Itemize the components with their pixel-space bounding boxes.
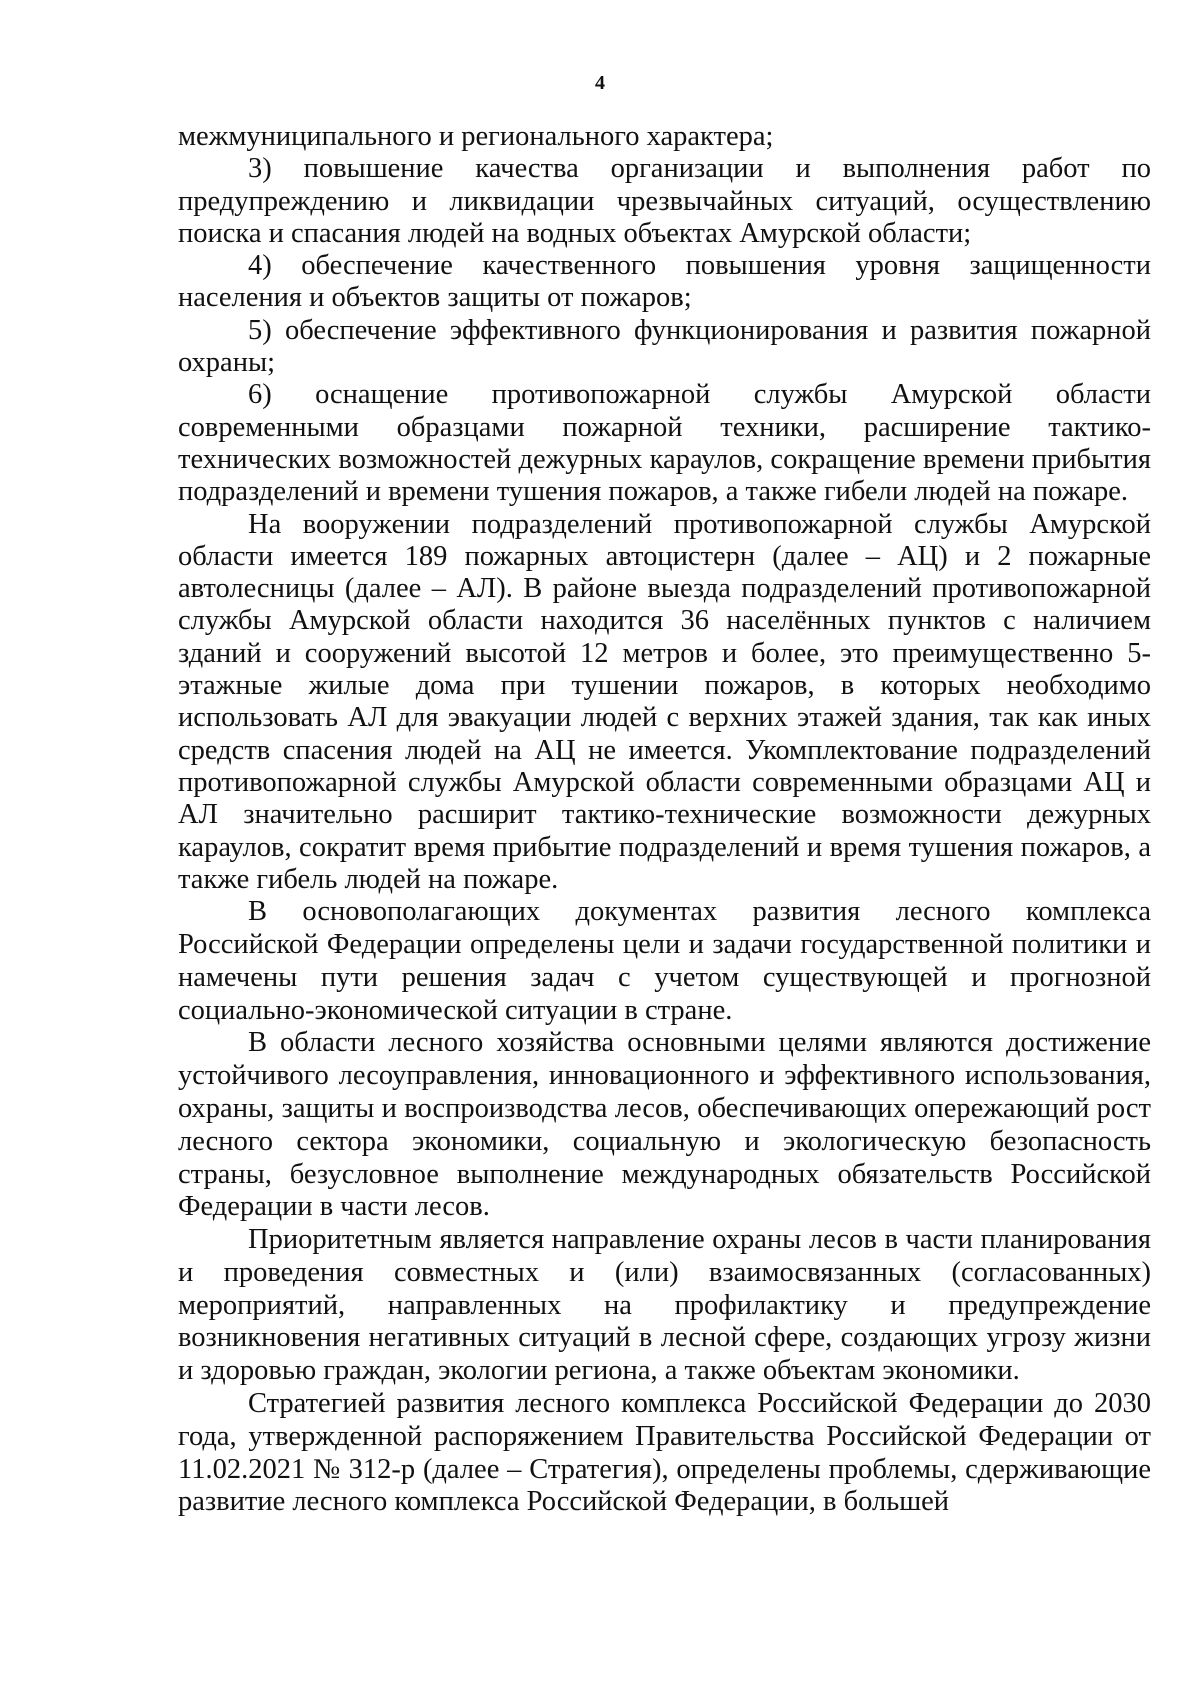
paragraph-item-3: 3) повышение качества организации и выполнения работ по предупреждению и ликвидации чрезвычайных ситуаций, осуществлению поиска и спасания людей на водных объектах Амурской области; <box>178 153 1151 249</box>
paragraph-continuation: межмуниципального и регионального характера; <box>178 121 774 152</box>
page-number: 4 <box>595 72 605 94</box>
paragraph-item-6: 6) оснащение противопожарной службы Амурской области современными образцами пожарной техники, расширение тактико-технических возможностей дежурных караулов, сокращение времени прибытия подразделений и времени тушения пожаров, а также гибели людей на пожаре. <box>178 379 1151 508</box>
paragraph-strategy: Стратегией развития лесного комплекса Российской Федерации до 2030 года, утвержденной распоряжением Правительства Российской Федерации от 11.02.2021 № 312-р (далее – Стратегия), определены проблемы, сдерживающие развитие лесного комплекса Российской Федерации, в большей <box>178 1388 1151 1518</box>
paragraph-forest-policy: В основополагающих документах развития лесного комплекса Российской Федерации определены цели и задачи государственной политики и намечены пути решения задач с учетом существующей и прогнозной социально-экономической ситуации в стране. <box>178 896 1151 1026</box>
paragraph-fire-equipment: На вооружении подразделений противопожарной службы Амурской области имеется 189 пожарных автоцистерн (далее – АЦ) и 2 пожарные автолесницы (далее – АЛ). В районе выезда подразделений противопожарной службы Амурской области находится 36 населённых пунктов с наличием зданий и сооружений высотой 12 метров и более, это преимущественно 5-этажные жилые дома при тушении пожаров, в которых необходимо использовать АЛ для эвакуации людей с верхних этажей здания, так как иных средств спасения людей на АЦ не имеется. Укомплектование подразделений противопожарной службы Амурской области современными образцами АЦ и АЛ значительно расширит тактико-технические возможности дежурных караулов, сократит время прибытие подразделений и время тушения пожаров, а также гибель людей на пожаре. <box>178 508 1151 895</box>
document-body <box>178 121 1151 1519</box>
paragraph-forestry-goals: В области лесного хозяйства основными целями являются достижение устойчивого лесоуправления, инновационного и эффективного использования, охраны, защиты и воспроизводства лесов, обеспечивающих опережающий рост лесного сектора экономики, социальную и экологическую безопасность страны, безусловное выполнение международных обязательств Российской Федерации в части лесов. <box>178 1027 1151 1223</box>
paragraph-priority-direction: Приоритетным является направление охраны лесов в части планирования и проведения совместных и (или) взаимосвязанных (согласованных) мероприятий, направленных на профилактику и предупреждение возникновения негативных ситуаций в лесной сфере, создающих угрозу жизни и здоровью граждан, экологии региона, а также объектам экономики. <box>178 1224 1151 1387</box>
paragraph-item-4: 4) обеспечение качественного повышения уровня защищенности населения и объектов защиты от пожаров; <box>178 250 1151 314</box>
paragraph-item-5: 5) обеспечение эффективного функционирования и развития пожарной охраны; <box>178 314 1151 379</box>
